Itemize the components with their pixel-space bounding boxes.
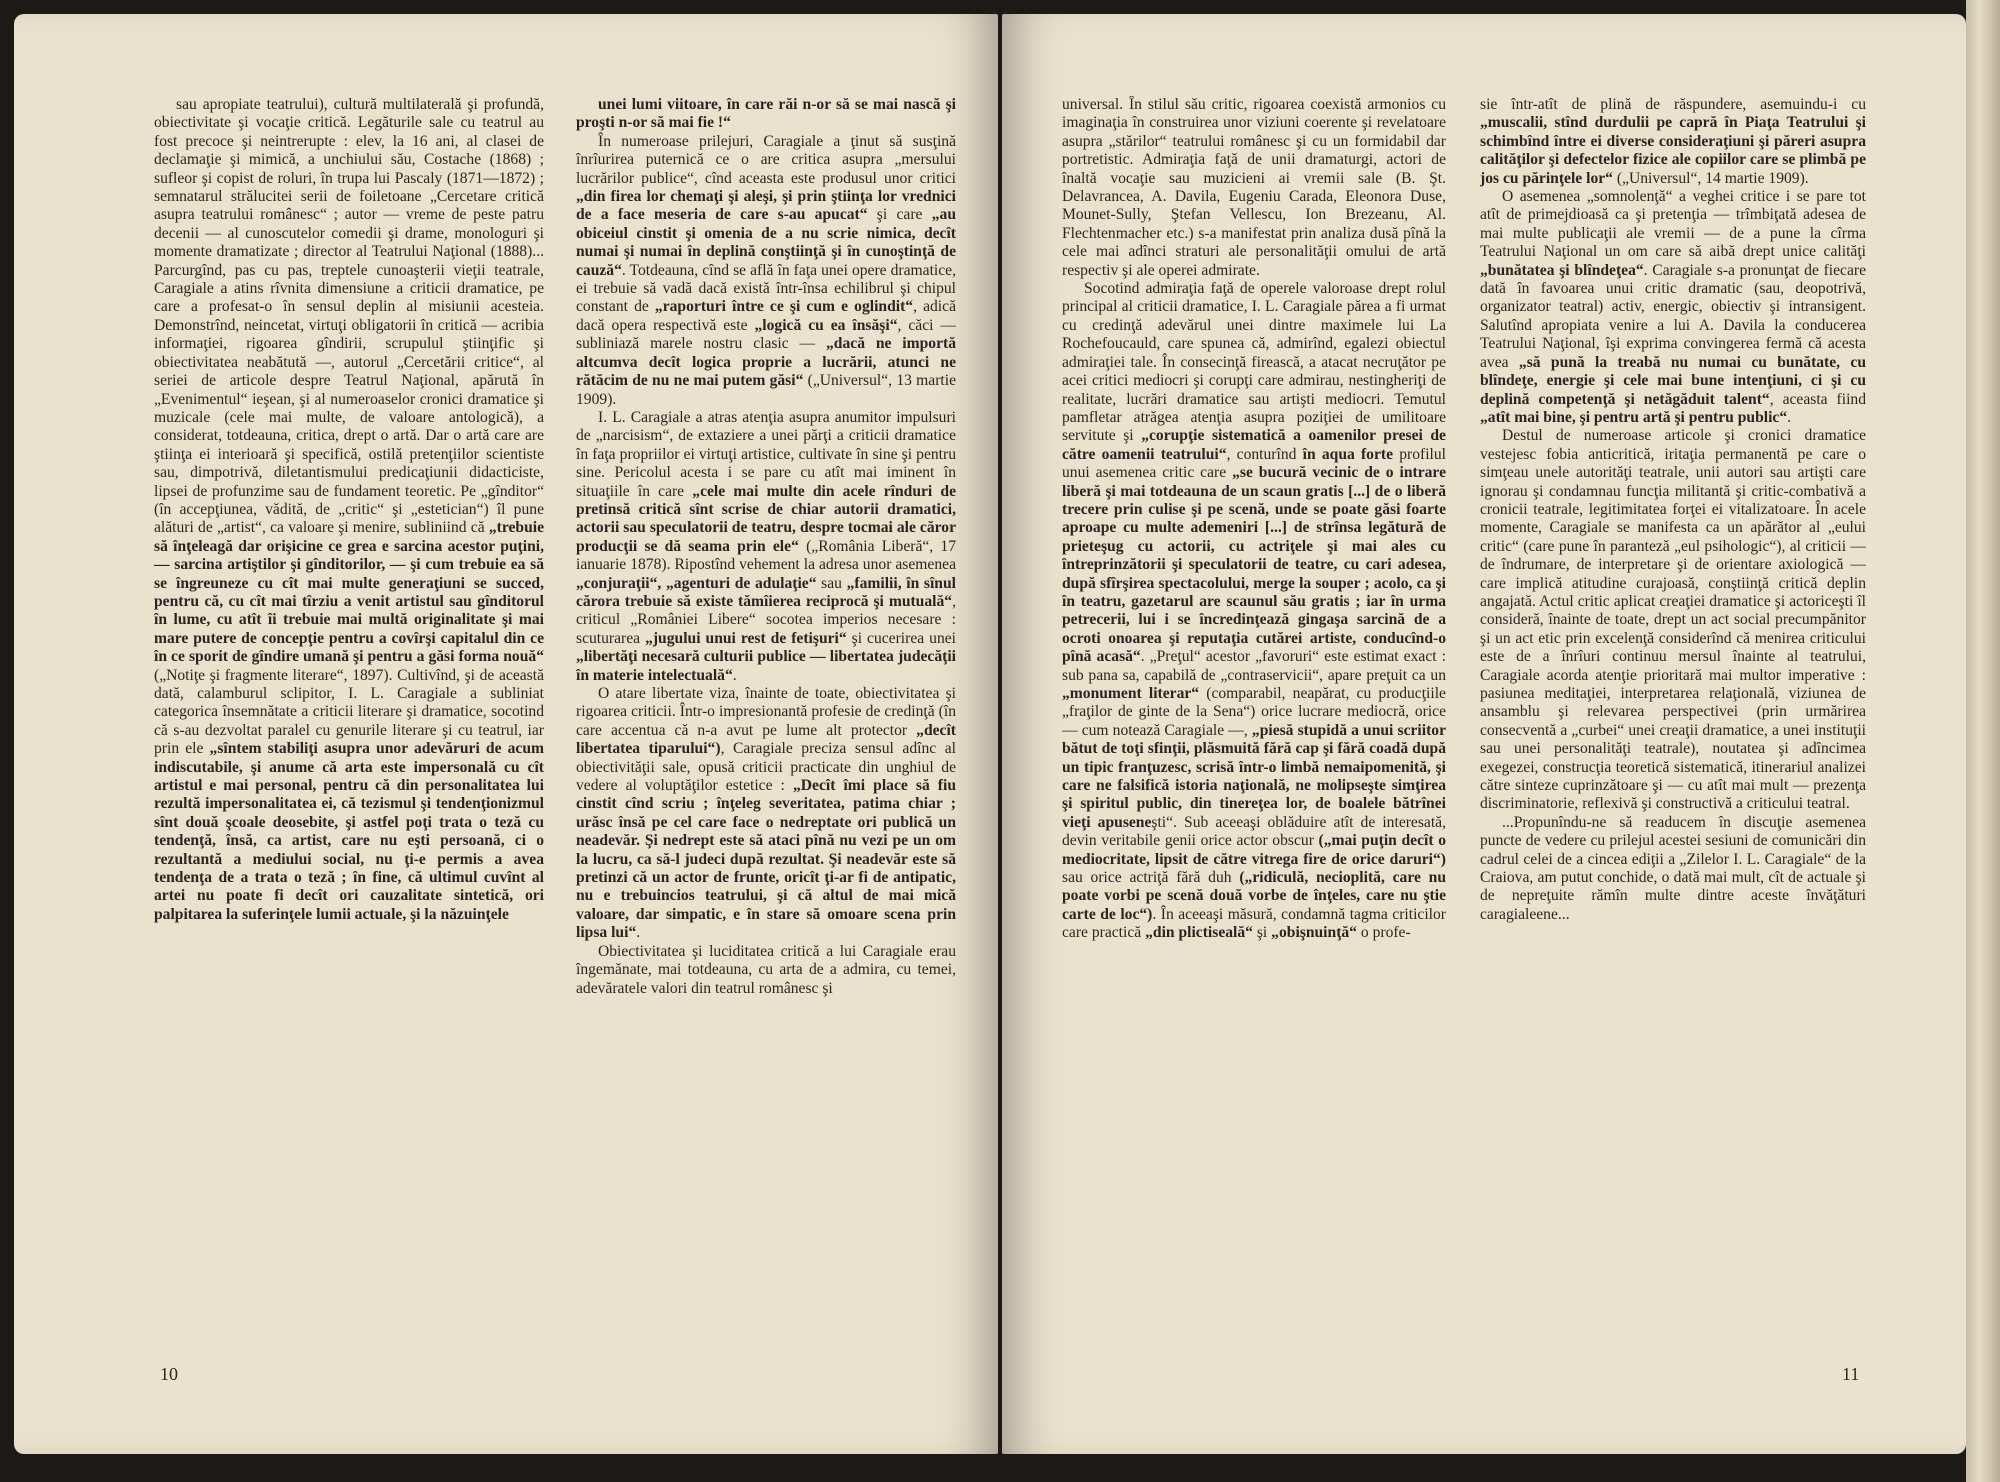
bold-quote: „logică cu ea însăşi“ — [754, 316, 898, 334]
paragraph — [576, 409, 956, 685]
bold-quote: „trebuie să înţeleagă dar orişicine ce grea e sarcina acestor puţini, — sarcina artiştilor şi gînditorilor, — şi cum trebuie ea să se îngreuneze cu cît mai multe generaţiuni se succed, pentru că, cu cît mai tîrziu a venit artistul sau gînditorul în lume, cu atît îi trebuie mai multă originalitate şi mai mare putere de concepţie pentru a covîrşi capitalul din ce în ce sporit de gîndire umană şi pentru a găsi forma nouă“ — [154, 519, 544, 666]
bold-quote: „decît libertatea tiparului“) — [576, 721, 956, 758]
text-run: . — [1787, 408, 1792, 426]
bold-quote: „cele mai multe din acele rînduri de pretinsă critică sînt scrise de chiar autorii dramatici, actorii sau speculatorii de teatru, despre tocmai ale căror producţii se dă seama prin ele“ — [576, 482, 956, 555]
bold-quote: „sîntem stabiliţi asupra unor adevăruri de acum indiscutabile, şi anume că arta este impersonală cu cît artistul e mai personal, pentru că din personalitatea lui rezultă impersonalitatea ei, că tezismul şi tendenţionizmul sînt două şcoale deosebite, şi astfel poţi trata o teză cu tendenţă, însă, ca artist, care nu eşti persoană, ci o rezultantă a mediului social, nu ţi-e permis a avea tendenţa de a trata o teză ; în fine, că ultimul cuvînt al artei nu poate fi decît ori cauzalitate sintetică, ori palpitarea la suferinţele lumii actuale, şi la năzuinţele — [154, 740, 544, 923]
text-run: profilul unui asemenea critic care — [1062, 445, 1446, 482]
paragraph — [576, 685, 956, 943]
text-run: . — [636, 924, 641, 942]
left-page-column-2 — [576, 96, 956, 1376]
paragraph — [154, 96, 544, 924]
text-run: Socotind admiraţia faţă de operele valoroase drept rolul principal al criticii dramatice, I. L. Caragiale părea a fi urmat cu credinţă adevărul unei dintre maximele lui La Rochefoucauld, care spunea că, admirînd, egalezi obiectul admiraţiei tale. În consecinţă firească, a atacat necruţător pe acei critici mediocri şi corupţi care admirau, nestingheriţi de realitate, lucrări dramatice sau artişti mediocri. Temutul pamfletar atrăgea atenţia asupra poziţiei de umilitoare servitute şi — [1062, 280, 1446, 445]
text-run: o profe- — [1356, 924, 1411, 942]
bold-quote: „se bucură vecinic de o intrare liberă şi mai totdeauna de un scaun gratis [...] de o liberă trecere prin culise şi pe scenă, unde se poate găsi foarte aproape cu multe ademeniri [...] de strînsa legătură de prieteşug cu actorii, cu actriţele şi mai ales cu întreprinzătorii şi speculatorii de teatre, cu cari adesea, după sfîrşirea spectacolului, merge la souper ; acolo, ca şi în teatru, gazetarul are scaunul său gratis ; iar în urma petrecerii, lui i se încredinţează gingaşa sarcină de a ocroti onoarea şi reputaţia cutărei artiste, conducînd-o pînă acasă“ — [1062, 464, 1446, 666]
paragraph — [1480, 814, 1866, 924]
text-run: universal. În stilul său critic, rigoarea coexistă armonios cu imaginaţia în construirea unor viziuni coerente şi revelatoare asupra „stărilor“ teatrului românesc şi cu un formidabil dar portretistic. Admiraţia faţă de unii dramaturgi, actori de înaltă vocaţie sau muzicieni ai vremii sale (B. Şt. Delavrancea, A. Davila, Eugeniu Carada, Eleonora Duse, Mounet-Sully, Ştefan Vellescu, Ion Brezeanu, Al. Flechtenmacher etc.) s-a manifestat prin analiza dusă pînă la cele mai adînci straturi ale personalităţii omului de artă respectiv şi ale operei admirate. — [1062, 96, 1446, 279]
paragraph — [1062, 96, 1446, 280]
paragraph — [1480, 427, 1866, 814]
text-run: . Caragiale s-a pronunţat de fiecare dată în favoarea unui critic dramatic (sau, deopotrivă, organizator teatral) activ, energic, obiectiv şi intransigent. Salutînd apropiata venire a lui A. Davila la conducerea Teatrului Naţional, îşi exprima convingerea fermă că acesta avea — [1480, 261, 1866, 371]
text-run: („România Liberă“, 17 ianuarie 1878). Ripostînd vehement la adresa unor asemenea — [576, 537, 956, 574]
paragraph — [576, 943, 956, 998]
paragraph — [1062, 280, 1446, 943]
text-run: , aceasta fiind — [1769, 390, 1866, 408]
bold-quote: „din plictiseală“ — [1145, 924, 1253, 942]
right-page-column-2 — [1480, 96, 1866, 1376]
text-run: O atare libertate viza, înainte de toate, obiectivitatea şi rigoarea criticii. Într-o impresionantă profesie de credinţă (în care accentua că n-a avut pe lume alt protector — [576, 685, 956, 739]
text-run: , criticul „României Libere“ socotea imperios necesare : scuturarea — [576, 592, 956, 647]
bold-quote: („mai puţin decît o mediocritate, lipsit de către vitrega fire de orice daruri“) — [1062, 832, 1446, 868]
text-run: sau apropiate teatrului), cultură multilaterală şi profundă, obiectivitate şi vocaţie critică. Legăturile sale cu teatrul au fost precoce şi neintrerupte : elev, la 16 ani, al clasei de declamaţie şi mimică, a unchiului său, Costache (1868) ; sufleor şi copist de roluri, în trupa lui Pascaly (1871—1872) ; semnatarul strălucitei serii de foiletoane „Cercetare critică asupra teatrului românesc“ ; autor — vreme de peste patru decenii — al cunoscutelor comedii şi drame, monologuri şi momente dramatizate ; director al Teatrului Naţional (1888)... Parcurgînd, pas cu pas, treptele cunoaşterii vieţii teatrale, Caragiale a atins rîvnita dimensiune a criticii dramatice, pe care a profesat-o în sensul deplin al misiunii acesteia. Demonstrînd, neincetat, virtuţi obligatorii în critică — acribia informaţiei, rigoarea gîndirii, scrupulul ştiinţific şi obiectivitatea neabătută —, autorul „Cercetării critice“, al seriei de articole despre Teatrul Naţional, apărută în „Evenimentul“ ieşean, şi al numeroaselor cronici dramatice şi muzicale (cele mai multe, de valoare antologică), a considerat, totdeauna, critica, drept o artă. Dar o artă care are ştiinţa ei interioară şi specifică, ostilă pretenţiilor scientiste sau, dimpotrivă, diletantismului predicaţiunii didacticiste, lipsei de profunzime sau de fundament teoretic. Pe „gînditor“ (în accepţiunea, vădită, de „critic“ şi „estetician“) îl pune alături de „artist“, ca valoare şi menire, subliniind că — [154, 96, 544, 537]
text-run: . — [732, 666, 737, 684]
bold-quote: „libertăţi necesară culturii publice — libertatea judecăţii în materie intelectuală“ — [576, 648, 956, 684]
bold-quote: „piesă stupidă a unui scriitor bătut de toţi sfinţii, plăsmuită fără cap şi fără coadă după un tipic franţuzesc, scrisă într-o limbă nemaipomenită, şi care ne falsifică istoria naţională, ne molipseşte simţirea şi spiritul public, din tinereţea lor, de boalele bătrînei vieţi apusene — [1062, 721, 1446, 831]
bold-quote: „atît mai bine, şi pentru artă şi pentru public“ — [1480, 408, 1788, 426]
right-page-column-1 — [1062, 96, 1446, 1376]
bold-quote: „să pună la treabă nu numai cu bunătate, cu blîndeţe, energie şi cele mai bune intenţiuni, ci şi cu deplină competenţă şi netăgăduit talent“ — [1480, 353, 1866, 408]
text-run: sau — [816, 574, 847, 592]
text-run: I. L. Caragiale a atras atenţia asupra anumitor impulsuri de „narcisism“, de extaziere a unei părţi a criticii dramatice în faţa propriilor ei virtuţi artistice, cultivate în sine şi pentru sine. Pericolul acesta i se pare cu atît mai iminent în situaţiile în care — [576, 408, 956, 500]
text-run: sau orice actriţă fără duh — [1062, 869, 1240, 887]
paragraph — [1480, 188, 1866, 427]
bold-quote: „familii, în sînul cărora trebuie să existe tămîierea reciprocă şi mutuală“ — [576, 574, 956, 610]
text-run: şi — [1252, 924, 1272, 942]
bold-quote: „corupţie sistematică a oamenilor presei de către oamenii teatrului“ — [1062, 427, 1446, 463]
text-run: („Universul“, 13 martie 1909). — [576, 372, 956, 408]
text-run: , adică dacă opera respectivă este — [576, 298, 956, 334]
paragraph — [1480, 96, 1866, 188]
text-run: . Totdeauna, cînd se află în faţa unei opere dramatice, ei trebuie să vadă dacă există într-însa echilibrul şi chipul constant de — [576, 261, 956, 316]
text-run: , căci — subliniază marele nostru clasic — — [576, 316, 956, 353]
bold-quote: „obişnuinţă“ — [1271, 924, 1357, 942]
bold-quote: „au obiceiul cinstit şi omenia de a nu scrie nimica, decît numai şi numai în deplină conştiinţă şi în cunoştinţă de cauză“ — [576, 206, 956, 279]
bold-quote: „dacă ne importă altcumva decît logica proprie a lucrării, atunci ne rătăcim de nu ne mai putem găsi“ — [576, 335, 956, 390]
text-run: În numeroase prilejuri, Caragiale a ţinut să susţină înrîurirea puternică ce o are critica asupra „mersului lucrărilor publice“, cînd aceasta este produsul unor critici — [576, 132, 956, 187]
bold-quote: „Decît îmi place să fiu cinstit cînd scriu ; înţeleg severitatea, patima chiar ; urăsc însă pe cel care face o nedreptate ori publică un neadevăr. Şi nedrept este să ataci pînă nu vezi pe un om la lucru, ca să-l judeci după rezultat. Şi neadevăr este să pretinzi că un actor de frunte, oricît ţi-ar fi de antipatic, nu e trebuincios teatrului, şi că altul de mai mică valoare, dar simpatic, e în stare să omoare scena prin lipsa lui“ — [576, 777, 956, 942]
paragraph — [576, 133, 956, 409]
text-run: O asemenea „somnolenţă“ a veghei critice i se pare tot atît de primejdioasă ca şi pretenţia — trîmbiţată adesea de mai multe publicaţii ale vremii — de a pune la cîrma Teatrului Naţional un om care să aibă drept unice calităţi — [1480, 188, 1866, 261]
bold-quote: „bunătatea şi blîndeţea“ — [1480, 261, 1644, 279]
text-run: Destul de numeroase articole şi cronici dramatice vestejesc fobia anticritică, iritaţia permanentă pe care o simţeau unele autorităţi teatrale, unii autori sau artişti care ignorau şi condamnau funcţia militantă şi critic-combativă a cronicii teatrale, legitimitatea forţei ei vitalizatoare. În acele momente, Caragiale se manifesta ca un apărător al „eului critic“ (care pune în paranteză „eul psihologic“), al criticii — de îndrumare, de interpretare şi de orientare axiologică — care implică atitudine curajoasă, conştiinţă critică deplin angajată. Actul critic aplicat creaţiei dramatice şi actoriceşti îl consideră, înainte de toate, drept un act social precumpănitor şi un act etic prin excelenţă considerînd că menirea criticului este de a înrîuri continuu mersul înainte al teatrului, Caragiale acorda atenţie prioritară mai multor imperative : pasiunea meditaţiei, interpretarea relaţională, viziunea de ansamblu şi relevarea perspectivei (prin urmărirea consecventă a „curbei“ unei creaţii dramatice, a unei instituţii sau unei personalităţi teatrale), noutatea şi adîncimea exegezei, construcţia teoretică sistematică, itinerariul analizei către sinteze cuprinzătoare şi — cu atît mai mult — prezenţa discriminatorie, reflexivă şi constructivă a criticului teatral. — [1480, 427, 1866, 813]
left-page-column-1 — [154, 96, 544, 1376]
bold-quote: „din firea lor chemaţi şi aleşi, şi prin ştiinţa lor vrednici de a face meseria de care s-au apucat“ — [576, 188, 956, 224]
text-run: şti“. Sub aceeaşi oblăduire atît de interesată, devin veritabile genii orice actor obscur — [1062, 813, 1446, 850]
bold-quote: „jugului unui rest de fetişuri“ — [645, 629, 847, 647]
bold-quote: „conjuraţii“, „agenturi de adulaţie“ — [576, 574, 817, 592]
book-page-edges — [1966, 0, 2000, 1482]
bold-quote: „monument literar“ — [1062, 685, 1200, 702]
paragraph — [576, 96, 956, 133]
text-run: şi care — [867, 206, 932, 224]
text-run: („Universul“, 14 martie 1909). — [1612, 169, 1809, 187]
text-run: , conturînd — [1226, 445, 1303, 463]
left-page — [14, 14, 998, 1454]
bold-quote: „raporturi între ce şi cum e oglindit“ — [654, 298, 914, 316]
text-run: Obiectivitatea şi luciditatea critică a lui Caragiale erau îngemănate, mai totdeauna, cu arta de a admira, cu temei, adevăratele valori din teatrul românesc şi — [576, 942, 956, 997]
text-run: , Caragiale preciza sensul adînc al obiectivităţii sale, opusă criticii practicate din unghiul de vedere al voluptăţilor estetice : — [576, 740, 956, 795]
page-number-right: 11 — [1842, 1364, 1860, 1384]
page-number-left: 10 — [160, 1364, 178, 1384]
bold-quote: unei lumi viitoare, în care răi n-or să se mai nască şi proşti n-or să mai fie !“ — [576, 96, 956, 132]
text-run: . În aceeaşi măsură, condamnă tagma criticilor care practică — [1062, 905, 1446, 942]
bold-quote: („ridiculă, necioplită, care nu poate vorbi pe scenă două vorbe de înţeles, care nu ştie carte de loc“) — [1062, 869, 1446, 923]
text-run: (comparabil, neapărat, cu producţiile „fraţilor de ginte de la Sena“) orice lucrare mediocră, orice — cum notează Caragiale —, — [1062, 685, 1446, 739]
text-run: şi cucerirea unei — [846, 629, 956, 647]
bold-quote: în aqua forte — [1302, 445, 1394, 463]
bold-quote: „muscalii, stînd durdulii pe capră în Piaţa Teatrului şi schimbînd între ei diverse consideraţiuni şi păreri asupra calităţilor şi defectelor fizice ale copiilor care se plimbă pe jos cu părinţele lor“ — [1480, 114, 1866, 187]
text-run: . „Preţul“ acestor „favoruri“ este estimat exact : sub pana sa, capabilă de „contraservicii“, apare preţuit ca un — [1062, 648, 1446, 684]
text-run: ...Propunîndu-ne să readucem în discuţie asemenea puncte de vedere cu prilejul acestei sesiuni de comunicări din cadrul celei de a cincea ediţii a „Zilelor I. L. Caragiale“ de la Craiova, am putut conchide, o dată mai mult, cît de actuale şi de nepreţuite rămîn multe dintre aceste învăţături caragialeene... — [1480, 813, 1866, 923]
right-page — [1002, 14, 1966, 1454]
text-run: („Notiţe şi fragmente literare“, 1897). Cultivînd, şi de această dată, calamburul sclipitor, I. L. Caragiale a subliniat categorica însemnătate a criticii literare şi dramatice, socotind că s-au dezvoltat paralel cu genurile literare şi cu teatrul, iar prin ele — [154, 666, 544, 758]
text-run: sie într-atît de plină de răspundere, asemuindu-i cu — [1480, 96, 1866, 113]
